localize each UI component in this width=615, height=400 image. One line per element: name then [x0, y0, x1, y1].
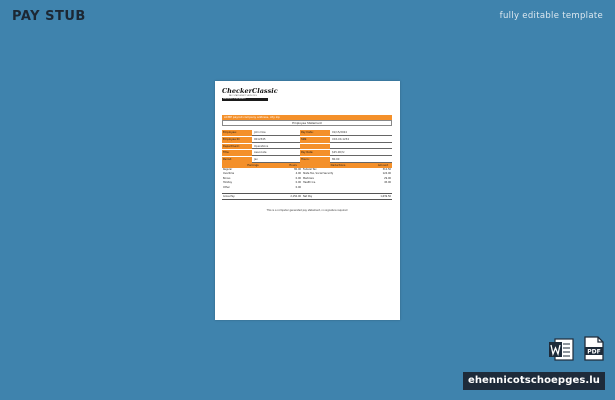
cell	[372, 186, 392, 190]
svg-text:PDF: PDF	[587, 348, 601, 356]
info-label: Department:	[222, 144, 252, 151]
section-title: Employee Statement	[222, 120, 392, 126]
footer-note: This is a computer generated pay statement, no signature required	[266, 209, 348, 212]
info-value	[330, 144, 392, 150]
cell: Regular	[223, 168, 233, 171]
column-header: Hours	[289, 164, 297, 167]
cell	[302, 186, 372, 190]
cell: 312.50	[382, 168, 391, 171]
page-title: PAY STUB	[12, 9, 86, 24]
company-logo: CheckerClassic	[222, 87, 278, 95]
info-value: XXX-XX-1234	[330, 137, 392, 143]
cell: Overtime	[223, 172, 235, 176]
pdf-document-icon[interactable]	[583, 336, 605, 361]
info-value: $25.00/hr	[330, 150, 392, 156]
logo-tagline: PAY STATEMENT SERVICES	[229, 94, 257, 97]
page-subtitle: fully editable template	[499, 11, 603, 21]
info-label: Hours:	[300, 157, 330, 164]
cell: Bonus	[223, 176, 231, 180]
info-label: Employee ID:	[222, 137, 252, 144]
info-value: 80.00	[330, 157, 392, 163]
cell: 0.00	[295, 181, 301, 185]
cell: State Tax, Social Security	[303, 172, 334, 176]
word-document-icon[interactable]	[548, 338, 574, 361]
info-label: Title:	[222, 150, 252, 157]
info-label	[300, 144, 330, 151]
table-row	[222, 186, 392, 190]
column-header: Amount	[377, 164, 389, 167]
column-header: Earnings	[247, 164, 259, 167]
column-header: Deductions	[330, 164, 346, 167]
cell: Holiday	[223, 181, 232, 185]
cell: 29.00	[384, 176, 391, 180]
info-value: Associate	[252, 150, 300, 156]
cell: 4.00	[295, 172, 301, 176]
cell: 2,150.00	[290, 194, 301, 198]
info-label: Employee:	[222, 130, 252, 137]
cell: Net Pay	[303, 194, 313, 198]
cell: Gross Pay	[223, 194, 235, 198]
company-address-banner: ACME payroll company address, city zip	[222, 115, 392, 120]
cell: 45.00	[384, 181, 391, 185]
cell: 1,639.50	[380, 194, 391, 198]
cell: Other	[223, 185, 230, 189]
cell: Federal Tax	[303, 168, 317, 171]
earnings-table	[222, 163, 392, 200]
info-label: Period:	[222, 157, 252, 164]
info-value: Jan	[252, 157, 300, 163]
cell: 0.00	[295, 176, 301, 180]
cell: Health Ins.	[303, 181, 316, 185]
info-label: SSN:	[300, 137, 330, 144]
watermark: ehennicotschoepges.lu	[463, 372, 605, 390]
pay-stub-document-preview[interactable]	[215, 81, 400, 320]
cell: 124.00	[382, 172, 391, 176]
info-label: Pay Date:	[300, 130, 330, 137]
info-value: 01/15/2024	[330, 130, 392, 136]
logo-bar-text: EARNINGS STATEMENT	[223, 98, 246, 101]
info-value: John Doe	[252, 130, 300, 136]
cell: 80.00	[294, 168, 301, 171]
info-value: Operations	[252, 144, 300, 150]
employee-info-grid	[222, 130, 392, 164]
info-label: Pay Rate:	[300, 150, 330, 157]
cell: 0.00	[295, 185, 301, 189]
cell: Medicare	[303, 176, 314, 180]
info-value: 0012345	[252, 137, 300, 143]
total-row	[222, 193, 392, 200]
